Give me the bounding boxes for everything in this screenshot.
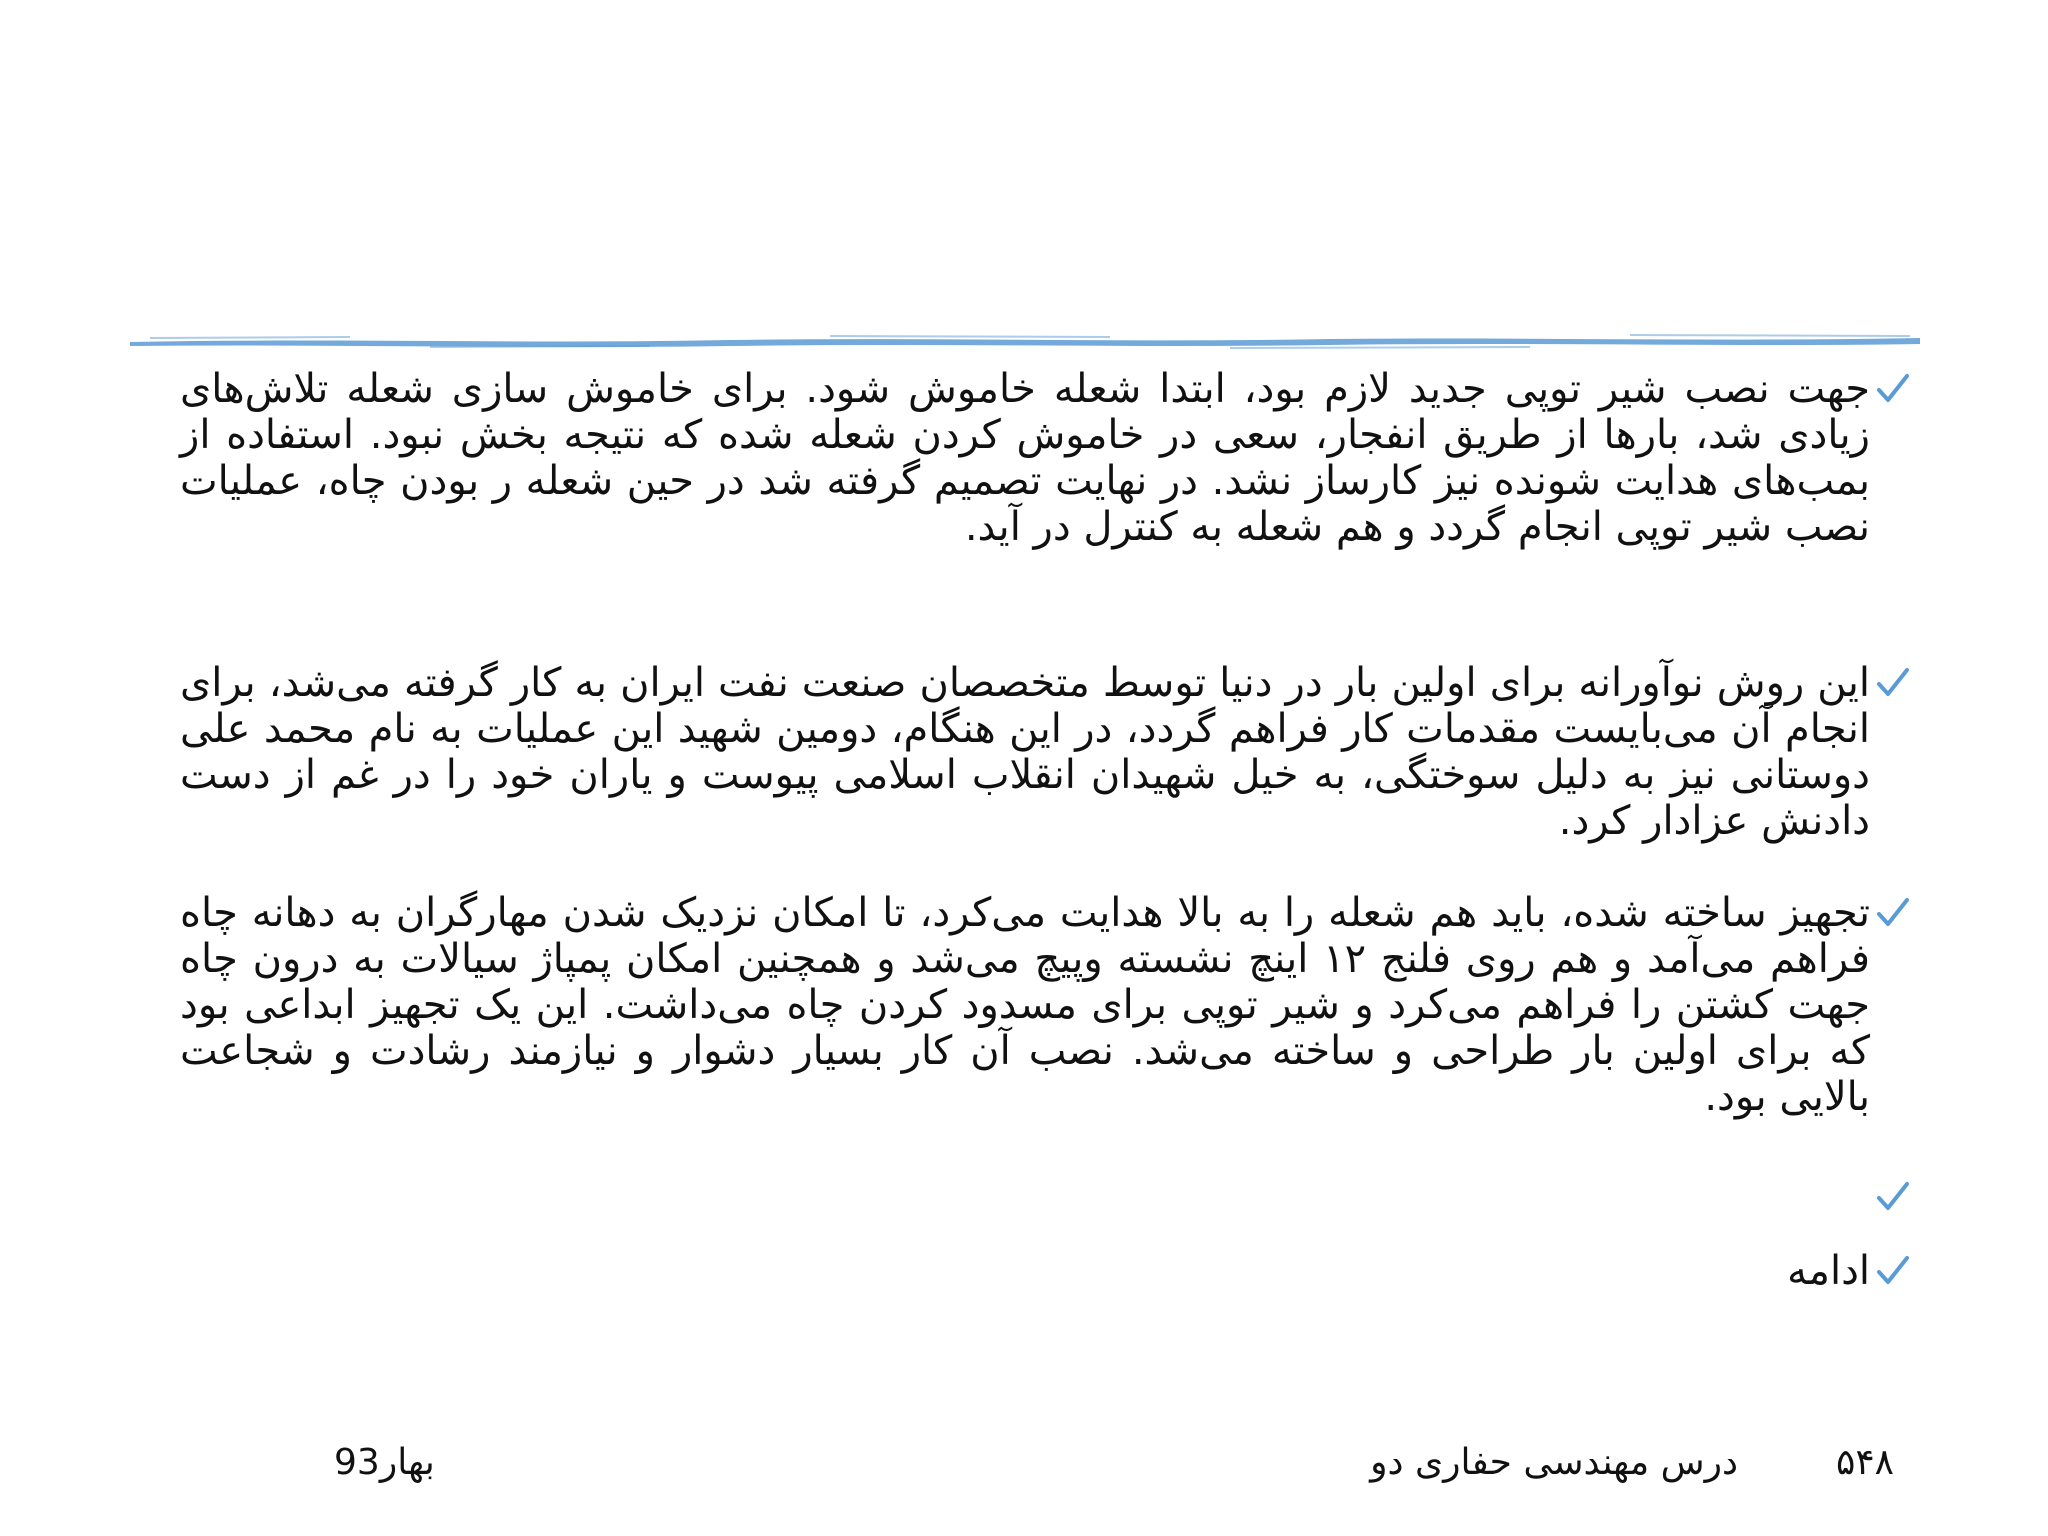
bullet-item — [180, 366, 1870, 550]
page-number: ۵۴۸ — [1835, 1442, 1894, 1483]
bullet-text: جهت نصب شیر توپی جدید لازم بود، ابتدا شعله خاموش شود. برای خاموش سازی شعله تلاش‌های زیادی شد، بارها از طریق انفجار، سعی در خاموش کردن شعله شده که نتیجه بخش نبود. استفاده از بمب‌های هدایت شونده نیز کارساز نشد. در نهایت تصمیم گرفته شد در حین شعله ر بودن چاه، عملیات نصب شیر توپی انجام گردد و هم شعله به کنترل در آید. — [180, 366, 1870, 550]
bullet-text: تجهیز ساخته شده، باید هم شعله را به بالا هدایت می‌کرد، تا امکان نزدیک شدن مهارگران به دهانه چاه فراهم می‌آمد و هم روی فلنج ۱۲ اینچ نشسته وپیچ می‌شد و همچنین امکان پمپاژ سیالات به درون چاه جهت کشتن را فراهم می‌کرد و شیر توپی برای مسدود کردن چاه می‌داشت. این یک تجهیز ابداعی بود که برای اولین بار طراحی و ساخته می‌شد. نصب آن کار بسیار دشوار و نیازمند رشادت و شجاعت بالایی بود. — [180, 890, 1871, 1120]
check-icon — [1876, 666, 1910, 700]
term-label: 93بهار — [334, 1442, 435, 1483]
bullet-item — [180, 890, 1870, 1120]
check-icon — [1876, 896, 1910, 930]
check-icon — [1876, 372, 1910, 406]
course-title: درس مهندسی حفاری دو — [1370, 1442, 1738, 1483]
check-icon — [1876, 1180, 1910, 1214]
bullet-item — [180, 660, 1870, 844]
brush-divider — [130, 332, 1920, 352]
bullet-text: ادامه — [1787, 1248, 1870, 1294]
bullet-item — [180, 1248, 1870, 1294]
bullet-text: این روش نوآورانه برای اولین بار در دنیا توسط متخصصان صنعت نفت ایران به کار گرفته می‌شد، برای انجام آن می‌بایست مقدمات کار فراهم گردد، در این هنگام، دومین شهید این عملیات به نام محمد علی دوستانی نیز به دلیل سوختگی، به خیل شهیدان انقلاب اسلامی پیوست و یاران خود را در غم از دست دادنش عزادار کرد. — [180, 660, 1870, 844]
check-icon — [1876, 1254, 1910, 1288]
